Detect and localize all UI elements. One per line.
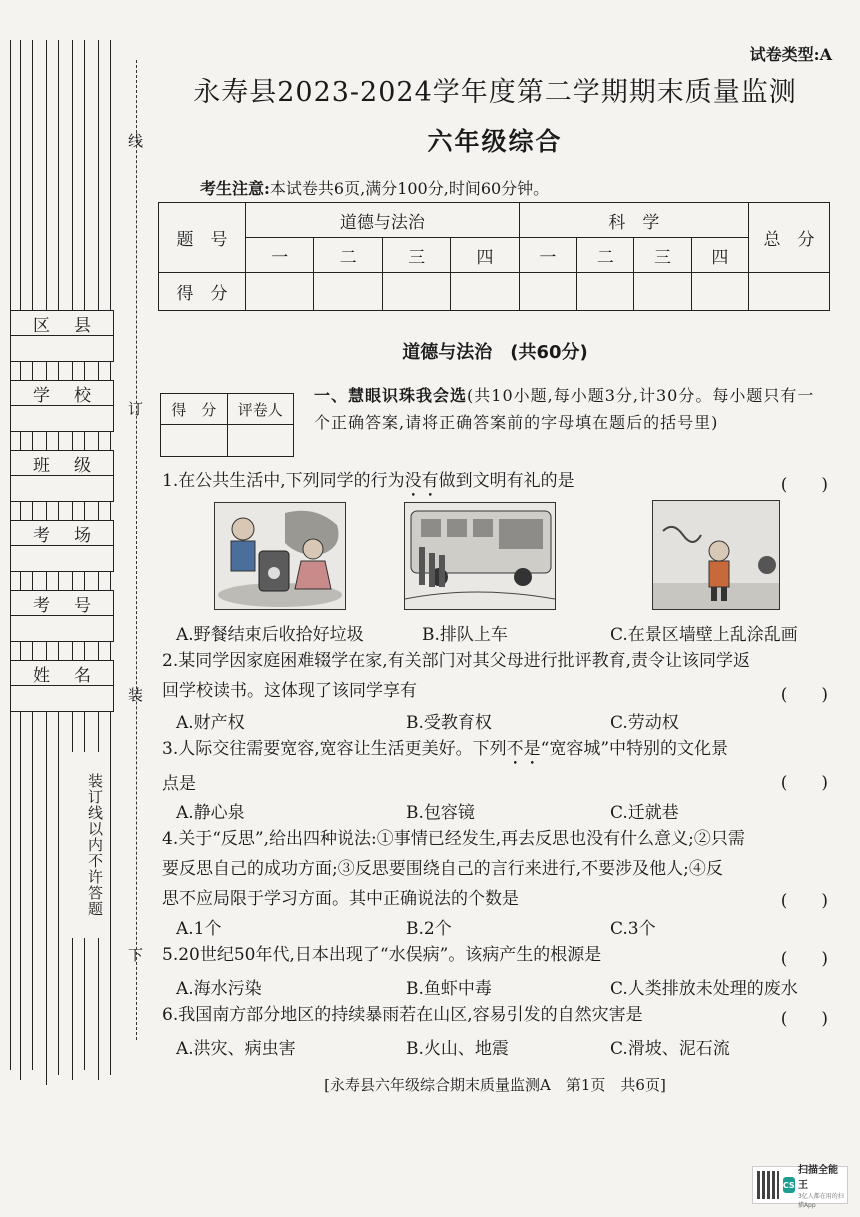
- total-score-cell[interactable]: [749, 273, 830, 311]
- score-cell[interactable]: [314, 273, 382, 311]
- score-cell[interactable]: [246, 273, 314, 311]
- grader-name-label: 评卷人: [227, 394, 294, 425]
- group-moral: 道德与法治: [246, 203, 520, 238]
- field-class-input[interactable]: [10, 476, 114, 502]
- row-header-question: 题 号: [159, 203, 246, 273]
- bind-mark: 订: [128, 400, 144, 418]
- q4-option-a: A.1个: [176, 919, 222, 939]
- question-2: 2.某同学因家庭困难辍学在家,有关部门对其父母进行批评教育,责令让该同学返 回学校读书。这体现了该同学享有: [162, 651, 751, 701]
- q6-option-c: C.滑坡、泥石流: [610, 1039, 730, 1059]
- scanner-tagline: 3亿人都在用的扫描App: [797, 1193, 844, 1209]
- question-3: 3.人际交往需要宽容,宽容让生活更美好。下列不是“宽容城”中特别的文化景 点是: [162, 739, 729, 794]
- answer-paren-4[interactable]: ( ): [780, 891, 828, 911]
- grader-name-cell[interactable]: [227, 425, 294, 457]
- part1-heading: 一、慧眼识珠我会选(共10小题,每小题3分,计30分。每小题只有一个正确答案,请将正确答案前的字母填在题后的括号里): [314, 386, 815, 432]
- field-name-label: 姓 名: [10, 660, 114, 686]
- q5-option-b: B.鱼虾中毒: [406, 979, 492, 999]
- exam-subtitle: 六年级综合: [427, 127, 563, 156]
- score-table: [158, 202, 830, 311]
- question-4: 4.关于“反思”,给出四种说法:①事情已经发生,再去反思也没有什么意义;②只需 要反思自己的成功方面;③反思要围绕自己的言行来进行,不要涉及他人;④反 思不应局限于学习方面。其中正确说法的个数是: [162, 829, 745, 909]
- picnic-cleanup-image: [214, 502, 346, 610]
- section-title: 道德与法治 (共60分): [402, 342, 588, 363]
- exam-notice: 考生注意:本试卷共6页,满分100分,时间60分钟。: [200, 179, 550, 198]
- col-header: 一: [246, 238, 314, 273]
- q5-option-c: C.人类排放未处理的废水: [610, 979, 798, 999]
- graffiti-wall-image: [652, 500, 780, 610]
- score-cell[interactable]: [382, 273, 450, 311]
- field-school-input[interactable]: [10, 406, 114, 432]
- field-number-input[interactable]: [10, 616, 114, 642]
- field-name-input[interactable]: [10, 686, 114, 712]
- col-header: 一: [519, 238, 576, 273]
- col-header: 四: [451, 238, 519, 273]
- q3-option-b: B.包容镜: [406, 803, 475, 823]
- q3-option-c: C.迁就巷: [610, 803, 679, 823]
- score-cell[interactable]: [691, 273, 748, 311]
- answer-paren-5[interactable]: ( ): [780, 949, 828, 969]
- answer-paren-1[interactable]: ( ): [780, 475, 828, 495]
- q5-option-a: A.海水污染: [176, 979, 262, 999]
- grader-box: [160, 393, 294, 457]
- q4-option-b: B.2个: [406, 919, 452, 939]
- question-6: 6.我国南方部分地区的持续暴雨若在山区,容易引发的自然灾害是: [162, 1005, 643, 1025]
- paper-type: 试卷类型:A: [749, 45, 832, 64]
- scanner-watermark: [752, 1165, 848, 1209]
- question-1: 1.在公共生活中,下列同学的行为没有做到文明有礼的是: [162, 471, 575, 491]
- row-header-score: 得 分: [159, 273, 246, 311]
- field-room-input[interactable]: [10, 546, 114, 572]
- question-5: 5.20世纪50年代,日本出现了“水俣病”。该病产生的根源是: [162, 945, 602, 965]
- exam-title: 永寿县2023-2024学年度第二学期期末质量监测: [193, 77, 797, 108]
- queue-bus-image: [404, 502, 556, 610]
- grader-score-label: 得 分: [161, 394, 228, 425]
- col-header: 二: [577, 238, 634, 273]
- q4-option-c: C.3个: [610, 919, 656, 939]
- q3-option-a: A.静心泉: [176, 803, 245, 823]
- field-school-label: 学 校: [10, 380, 114, 406]
- answer-paren-2[interactable]: ( ): [780, 685, 828, 705]
- field-number-label: 考 号: [10, 590, 114, 616]
- score-cell[interactable]: [451, 273, 519, 311]
- q6-option-a: A.洪灾、病虫害: [176, 1039, 296, 1059]
- q1-option-b: B.排队上车: [422, 625, 508, 645]
- col-header: 三: [634, 238, 691, 273]
- q2-option-c: C.劳动权: [610, 713, 679, 733]
- score-cell[interactable]: [577, 273, 634, 311]
- lower-mark: 下: [128, 946, 144, 964]
- scanner-name: 扫描全能王: [797, 1165, 838, 1191]
- field-class-label: 班 级: [10, 450, 114, 476]
- field-room-label: 考 场: [10, 520, 114, 546]
- q1-option-c: C.在景区墙壁上乱涂乱画: [610, 625, 798, 645]
- staple-mark: 装: [128, 686, 144, 704]
- scanner-logo: CS: [783, 1177, 795, 1193]
- q2-option-a: A.财产权: [176, 713, 245, 733]
- qr-code-icon: [757, 1171, 779, 1199]
- group-science: 科 学: [519, 203, 748, 238]
- total-header: 总 分: [749, 203, 830, 273]
- answer-paren-6[interactable]: ( ): [780, 1009, 828, 1029]
- no-answer-warning: 装订线以内不许答题: [72, 752, 106, 938]
- col-header: 四: [691, 238, 748, 273]
- page-footer: [永寿县六年级综合期末质量监测A 第1页 共6页]: [324, 1076, 666, 1094]
- col-header: 二: [314, 238, 382, 273]
- q6-option-b: B.火山、地震: [406, 1039, 509, 1059]
- q1-option-a: A.野餐结束后收拾好垃圾: [176, 625, 364, 645]
- grader-score-cell[interactable]: [161, 425, 228, 457]
- q2-option-b: B.受教育权: [406, 713, 492, 733]
- answer-paren-3[interactable]: ( ): [780, 773, 828, 793]
- field-district-input[interactable]: [10, 336, 114, 362]
- field-district-label: 区 县: [10, 310, 114, 336]
- cut-line-mark: 线: [128, 132, 144, 150]
- col-header: 三: [382, 238, 450, 273]
- score-cell[interactable]: [634, 273, 691, 311]
- score-cell[interactable]: [519, 273, 576, 311]
